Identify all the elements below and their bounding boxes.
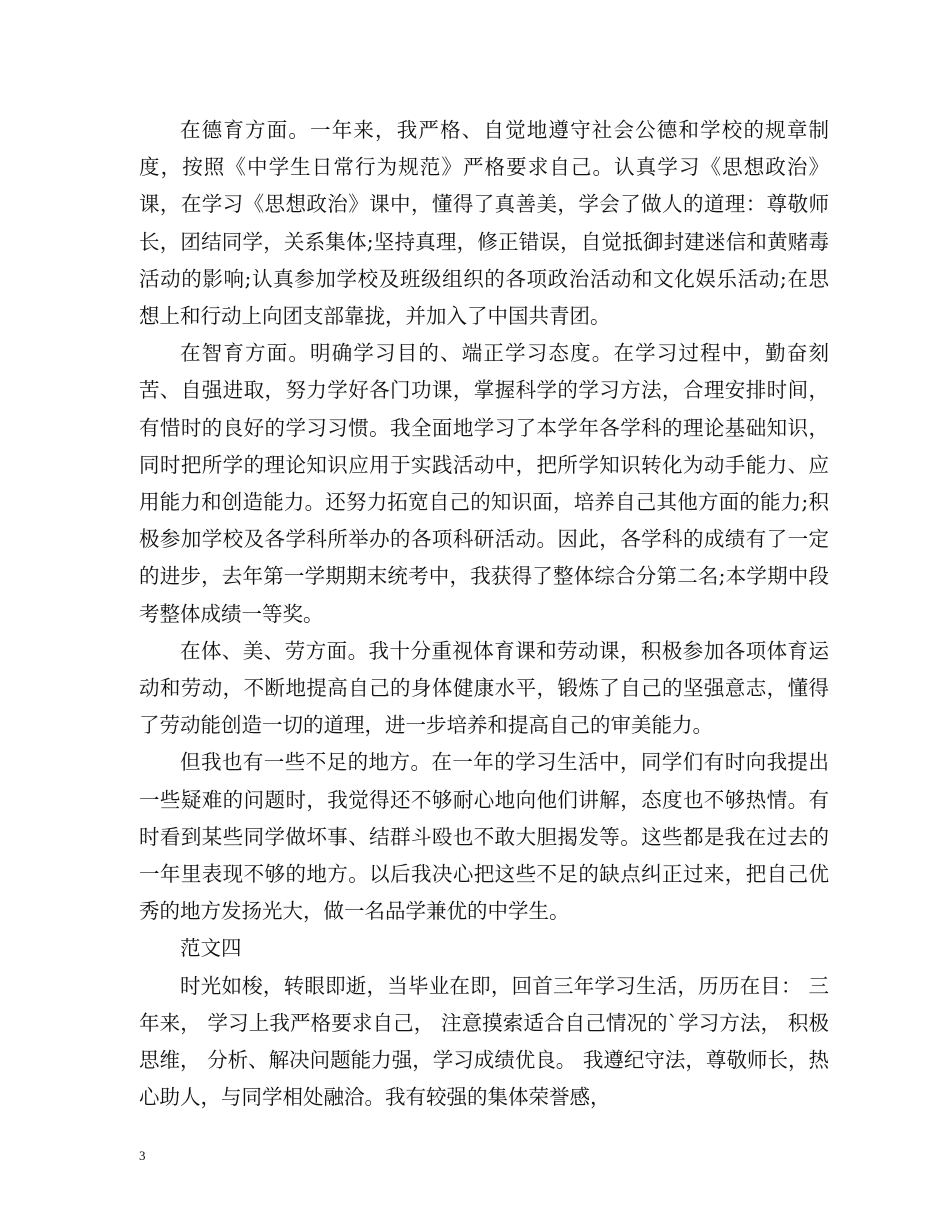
document-body [139,112,829,1116]
page-number: 3 [139,1148,146,1163]
paragraph-shortcomings: 但我也有一些不足的地方。在一年的学习生活中，同学们有时向我提出一些疑难的问题时，我觉得还不够耐心地向他们讲解，态度也不够热情。有时看到某些同学做坏事、结群斗殴也不敢大胆揭发等。这些都是我在过去的一年里表现不够的地方。以后我决心把这些不足的缺点纠正过来，把自己优秀的地方发扬光大，做一名品学兼优的中学生。 [139,750,829,924]
paragraph-physical-aesthetic-labor: 在体、美、劳方面。我十分重视体育课和劳动课，积极参加各项体育运动和劳动，不断地提高自己的身体健康水平，锻炼了自己的坚强意志，懂得了劳动能创造一切的道理，进一步培养和提高自己的审美能力。 [139,638,829,738]
section-heading-sample-four: 范文四 [180,936,242,961]
paragraph-intellectual-education: 在智育方面。明确学习目的、端正学习态度。在学习过程中，勤奋刻苦、自强进取，努力学好各门功课，掌握科学的学习方法，合理安排时间，有惜时的良好的学习习惯。我全面地学习了本学年各学科的理论基础知识，同时把所学的理论知识应用于实践活动中，把所学知识转化为动手能力、应用能力和创造能力。还努力拓宽自己的知识面，培养自己其他方面的能力;积极参加学校及各学科所举办的各项科研活动。因此，各学科的成绩有了一定的进步，去年第一学期期末统考中，我获得了整体综合分第二名;本学期中段考整体成绩一等奖。 [139,341,829,626]
paragraph-three-years-review: 时光如梭，转眼即逝，当毕业在即，回首三年学习生活，历历在目： 三年来， 学习上我严格要求自己， 注意摸索适合自己情况的`学习方法， 积极思维， 分析、解决问题能力强，学习成绩优良。 我遵纪守法，尊敬师长，热心助人，与同学相处融洽。我有较强的集体荣誉感， [139,973,829,1110]
paragraph-moral-education: 在德育方面。一年来，我严格、自觉地遵守社会公德和学校的规章制度，按照《中学生日常行为规范》严格要求自己。认真学习《思想政治》课，在学习《思想政治》课中，懂得了真善美，学会了做人的道理：尊敬师长，团结同学，关系集体;坚持真理，修正错误，自觉抵御封建迷信和黄赌毒活动的影响;认真参加学校及班级组织的各项政治活动和文化娱乐活动;在思想上和行动上向团支部靠拢，并加入了中国共青团。 [139,118,829,329]
